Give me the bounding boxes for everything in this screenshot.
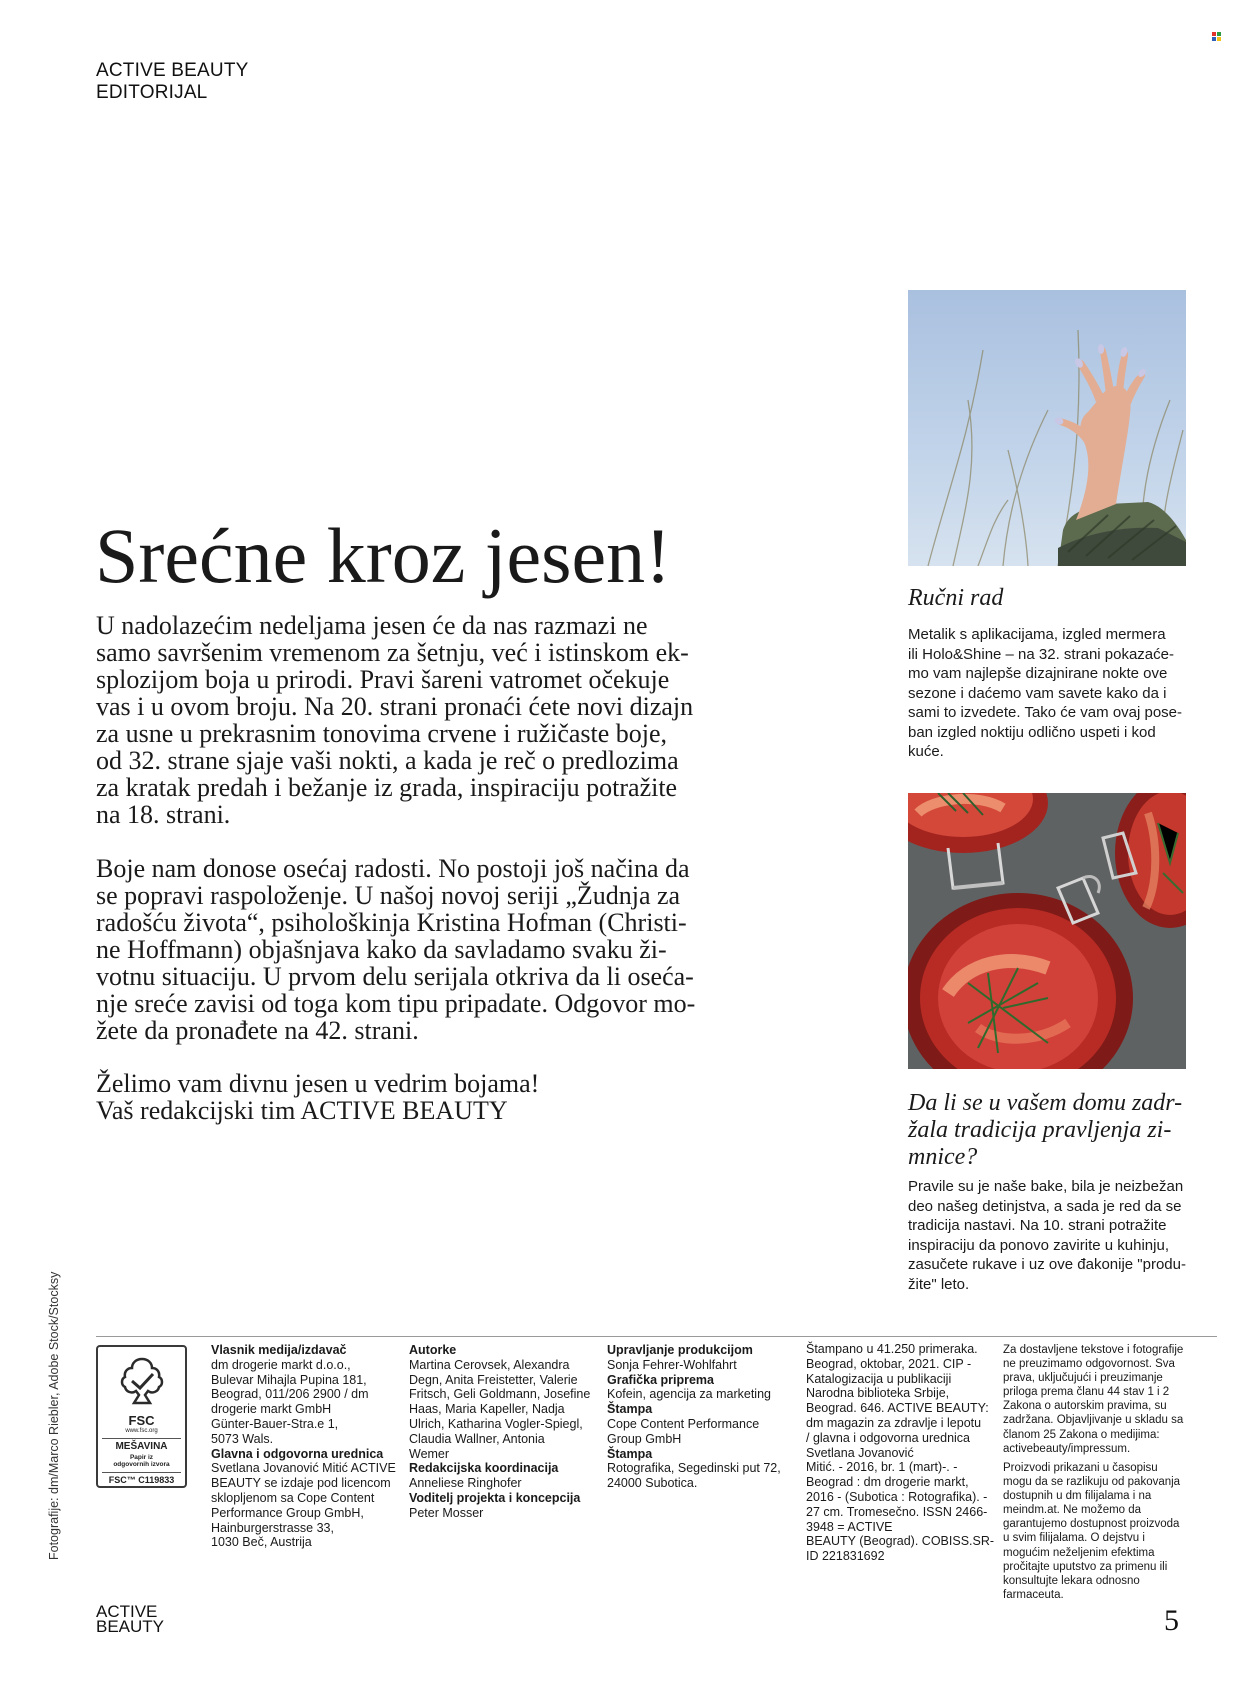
- impressum-line: Beograd : dm drogerie markt,: [806, 1475, 969, 1490]
- editorial-headline: Srećne kroz jesen!: [95, 512, 672, 599]
- impressum-line: prava, uključujući i preuzimanje: [1003, 1372, 1163, 1385]
- feature-text-line: ili Holo&Shine – na 32. strani pokazaće-: [908, 645, 1174, 663]
- impressum-line: 3948 = ACTIVE: [806, 1519, 893, 1534]
- impressum-line: zadržana. Objavljivanje u skladu sa: [1003, 1414, 1184, 1427]
- impressum-line: Katalogizacija u publikaciji: [806, 1371, 952, 1386]
- feature-text-line: inspiraciju da ponovo zavirite u kuhinju,: [908, 1236, 1169, 1254]
- paragraph-line: na 18. strani.: [96, 800, 231, 829]
- impressum-line: Svetlana Jovanović: [806, 1445, 914, 1460]
- fsc-license-code: FSC™ C119833: [102, 1472, 181, 1485]
- paragraph-line: Želimo vam divnu jesen u vedrim bojama!: [96, 1069, 540, 1098]
- impressum-line: drogerie markt GmbH: [211, 1402, 332, 1417]
- paragraph-line: od 32. strane sjaje vaši nokti, a kada je reč o predlozima: [96, 746, 679, 775]
- impressum-heading: Štampa: [607, 1446, 653, 1461]
- impressum-line: Ulrich, Katharina Vogler-Spiegl,: [409, 1416, 583, 1431]
- feature-title-line: žala tradicija pravljenja zi-: [908, 1117, 1172, 1143]
- impressum-line: Degn, Anita Freistetter, Valerie: [409, 1372, 578, 1387]
- impressum-production-column: [607, 1343, 781, 1491]
- impressum-line: Wemer: [409, 1446, 450, 1461]
- impressum-line: dm drogerie markt d.o.o.,: [211, 1357, 351, 1372]
- impressum-line: članom 25 Zakona o medijima:: [1003, 1428, 1160, 1441]
- paragraph-line: za kratak predah i bežanje iz grada, inspiraciju potražite: [96, 773, 678, 802]
- impressum-heading: Voditelj projekta i koncepcija: [409, 1490, 581, 1505]
- impressum-line: Günter-Bauer-Stra.e 1,: [211, 1416, 339, 1431]
- impressum-cip-column: [806, 1342, 994, 1564]
- impressum-products-disclaimer: [1003, 1461, 1180, 1602]
- feature-text-line: sezone i daćemo vam savete kako da i: [908, 684, 1167, 702]
- impressum-line: garantujemo dostupnost proizvoda: [1003, 1518, 1180, 1531]
- page-number: 5: [1164, 1604, 1179, 1637]
- paragraph-line: se popravi raspoloženje. U našoj novoj seriji „Žudnja za: [96, 881, 681, 910]
- fsc-description-line: odgovornih izvora: [113, 1461, 170, 1468]
- impressum-heading: Glavna i odgovorna urednica: [211, 1446, 384, 1461]
- impressum-line: Kofein, agencija za marketing: [607, 1387, 771, 1402]
- feature-text-line: ban izgled noktiju odlično uspeti i kod: [908, 723, 1156, 741]
- fsc-label: [96, 1345, 187, 1488]
- section-tag-brand: ACTIVE BEAUTY: [96, 60, 249, 81]
- impressum-line: Rotografika, Segedinski put 72,: [607, 1461, 781, 1476]
- impressum-heading: Grafička priprema: [607, 1372, 714, 1387]
- preserves-feature-text: [908, 1177, 1193, 1294]
- paragraph-line: samo savršenim vremenom za šetnju, već i istinskom ek-: [96, 638, 689, 667]
- impressum-line: dm magazin za zdravlje i lepotu: [806, 1415, 982, 1430]
- feature-title-line: Ručni rad: [908, 585, 1004, 611]
- impressum-line: Beograd. 646. ACTIVE BEAUTY:: [806, 1401, 989, 1416]
- paragraph-line: nje sreće zavisi od toga kom tipu pripadate. Odgovor mo-: [96, 989, 696, 1018]
- footer-brand-line: BEAUTY: [96, 1617, 165, 1636]
- paragraph-line: žete da pronađete na 42. strani.: [96, 1016, 419, 1045]
- impressum-line: Cope Content Performance: [607, 1416, 760, 1431]
- impressum-line: Zakona o autorskim pravima, su: [1003, 1400, 1167, 1413]
- paragraph-line: U nadolazećim nedeljama jesen će da nas razmazi ne: [96, 611, 648, 640]
- feature-text-line: tradicija nastavi. Na 10. strani potražite: [908, 1217, 1167, 1234]
- feature-title-line: Da li se u vašem domu zadr-: [908, 1090, 1183, 1116]
- impressum-line: / glavna i odgovorna urednica: [806, 1430, 971, 1445]
- impressum-publisher-column: [211, 1343, 396, 1550]
- impressum-divider: [96, 1336, 1217, 1337]
- fsc-mix-label: MEŠAVINA: [102, 1438, 181, 1452]
- impressum-line: ID 221831692: [806, 1549, 885, 1564]
- intro-paragraph-3: [96, 1070, 786, 1124]
- nails-feature-title: [908, 585, 1003, 612]
- paragraph-line: Vaš redakcijski tim ACTIVE BEAUTY: [96, 1096, 508, 1125]
- impressum-line: 2016 - (Subotica : Rotografika). -: [806, 1489, 988, 1504]
- feature-text-line: zasučete rukave i uz ove đakonije "produ-: [908, 1256, 1186, 1273]
- section-tag-section: EDITORIJAL: [96, 82, 208, 103]
- impressum-line: Proizvodi prikazani u časopisu: [1003, 1462, 1158, 1474]
- footer-brand-logo: [96, 1604, 164, 1634]
- impressum-line: sklopljenom sa Cope Content: [211, 1490, 375, 1505]
- photo-credit: Fotografije: dm/Marco Riebler, Adobe Stock/Stocksy: [47, 1271, 61, 1560]
- impressum-line: Štampano u 41.250 primeraka.: [806, 1342, 978, 1356]
- impressum-line: farmaceuta.: [1003, 1588, 1064, 1601]
- paragraph-line: za usne u prekrasnim tonovima crvene i ružičaste boje,: [96, 719, 668, 748]
- impressum-line: Beograd, 011/206 2900 / dm: [211, 1387, 369, 1402]
- paragraph-line: splozijom boja u prirodi. Pravi šareni vatromet očekuje: [96, 665, 670, 694]
- impressum-line: BEAUTY se izdaje pod licencom: [211, 1476, 391, 1491]
- impressum-line: Haas, Maria Kapeller, Nadja: [409, 1402, 565, 1417]
- impressum-line: priloga prema članu 44 stav 1 i 2: [1003, 1386, 1170, 1399]
- impressum-line: 24000 Subotica.: [607, 1476, 698, 1491]
- impressum-line: 27 cm. Tromesečno. ISSN 2466-: [806, 1504, 988, 1519]
- impressum-line: 5073 Wals.: [211, 1431, 274, 1446]
- impressum-line: Group GmbH: [607, 1431, 682, 1446]
- impressum-authors-column: [409, 1343, 590, 1521]
- impressum-heading: Vlasnik medija/izdavač: [211, 1343, 347, 1357]
- impressum-line: Bulevar Mihajla Pupina 181,: [211, 1372, 367, 1387]
- feature-text-line: kuće.: [908, 743, 944, 760]
- impressum-line: ne preuzimamo odgovornost. Sva: [1003, 1358, 1175, 1371]
- impressum-line: Peter Mosser: [409, 1505, 484, 1520]
- paragraph-line: votnu situaciju. U prvom delu serijala otkriva da li oseća-: [96, 962, 694, 991]
- impressum-line: Za dostavljene tekstove i fotografije: [1003, 1344, 1184, 1356]
- feature-text-line: deo našeg detinjstva, a sada je red da se: [908, 1197, 1182, 1215]
- impressum-line: 1030 Beč, Austrija: [211, 1535, 312, 1550]
- fsc-description: [98, 1454, 185, 1468]
- paragraph-line: vas i u ovom broju. Na 20. strani pronaći ćete novi dizajn: [96, 692, 694, 721]
- feature-text-line: Metalik s aplikacijama, izgled mermera: [908, 626, 1166, 643]
- section-tag: [96, 60, 249, 104]
- feature-text-line: mo vam najlepše dizajnirane nokte ove: [908, 665, 1168, 682]
- impressum-line: meindm.at. Ne možemo da: [1003, 1504, 1142, 1517]
- paragraph-line: Boje nam donose osećaj radosti. No postoji još načina da: [96, 854, 690, 883]
- fsc-url: www.fsc.org: [125, 1428, 158, 1434]
- impressum-heading: Štampa: [607, 1402, 653, 1417]
- impressum-line: mogu da se razlikuju od pakovanja: [1003, 1476, 1181, 1489]
- intro-paragraph-1: [96, 612, 786, 828]
- impressum-line: Anneliese Ringhofer: [409, 1476, 522, 1491]
- impressum-line: activebeauty/impressum.: [1003, 1442, 1131, 1455]
- impressum-line: Performance Group GmbH,: [211, 1505, 364, 1520]
- footer-brand-line: ACTIVE: [96, 1602, 158, 1621]
- impressum-heading: Redakcijska koordinacija: [409, 1461, 559, 1476]
- impressum-line: mogućim neželjenim efektima: [1003, 1546, 1155, 1559]
- impressum-line: u svim filijalama. O dejstvu i: [1003, 1532, 1145, 1545]
- intro-paragraph-2: [96, 855, 786, 1044]
- impressum-line: Narodna biblioteka Srbije,: [806, 1386, 950, 1401]
- impressum-line: Svetlana Jovanović Mitić ACTIVE: [211, 1461, 396, 1476]
- paragraph-line: ne Hoffmann) objašnjava kako da savladamo svaku ži-: [96, 935, 667, 964]
- impressum-line: Fritsch, Geli Goldmann, Josefine: [409, 1387, 591, 1402]
- impressum-line: konsultujte lekara odnosno: [1003, 1574, 1140, 1587]
- impressum-line: Sonja Fehrer-Wohlfahrt: [607, 1357, 737, 1372]
- impressum-line: Hainburgerstrasse 33,: [211, 1520, 334, 1535]
- feature-text-line: Pravile su je naše bake, bila je neizbežan: [908, 1178, 1184, 1195]
- impressum-line: Claudia Wallner, Antonia: [409, 1431, 545, 1446]
- impressum-heading: Autorke: [409, 1343, 457, 1357]
- preserves-feature-title: [908, 1090, 1182, 1171]
- feature-text-line: sami to izvedete. Tako će vam ovaj pose-: [908, 704, 1183, 721]
- feature-text-line: žite" leto.: [908, 1275, 970, 1293]
- color-registration-mark: [1212, 32, 1222, 42]
- fsc-name: FSC: [128, 1413, 155, 1428]
- nails-feature-text: [908, 625, 1193, 762]
- impressum-heading: Upravljanje produkcijom: [607, 1343, 753, 1357]
- fsc-tree-logo-icon: [116, 1355, 168, 1407]
- impressum-disclaimer-column: [1003, 1343, 1183, 1456]
- impressum-line: Martina Cerovsek, Alexandra: [409, 1357, 570, 1372]
- impressum-line: Beograd, oktobar, 2021. CIP -: [806, 1356, 972, 1371]
- nails-photo: [908, 290, 1186, 566]
- impressum-line: BEAUTY (Beograd). COBISS.SR-: [806, 1534, 995, 1549]
- fsc-description-line: Papir iz: [129, 1454, 154, 1461]
- preserves-jars-photo: [908, 793, 1186, 1069]
- impressum-line: Mitić. - 2016, br. 1 (mart)-. -: [806, 1460, 958, 1475]
- impressum-line: dostupnih u dm filijalama i na: [1003, 1490, 1152, 1503]
- paragraph-line: radošću života“, psihološkinja Kristina Hofman (Christi-: [96, 908, 687, 937]
- impressum-line: pročitajte uputstvo za primenu ili: [1003, 1560, 1168, 1573]
- feature-title-line: mnice?: [908, 1144, 978, 1170]
